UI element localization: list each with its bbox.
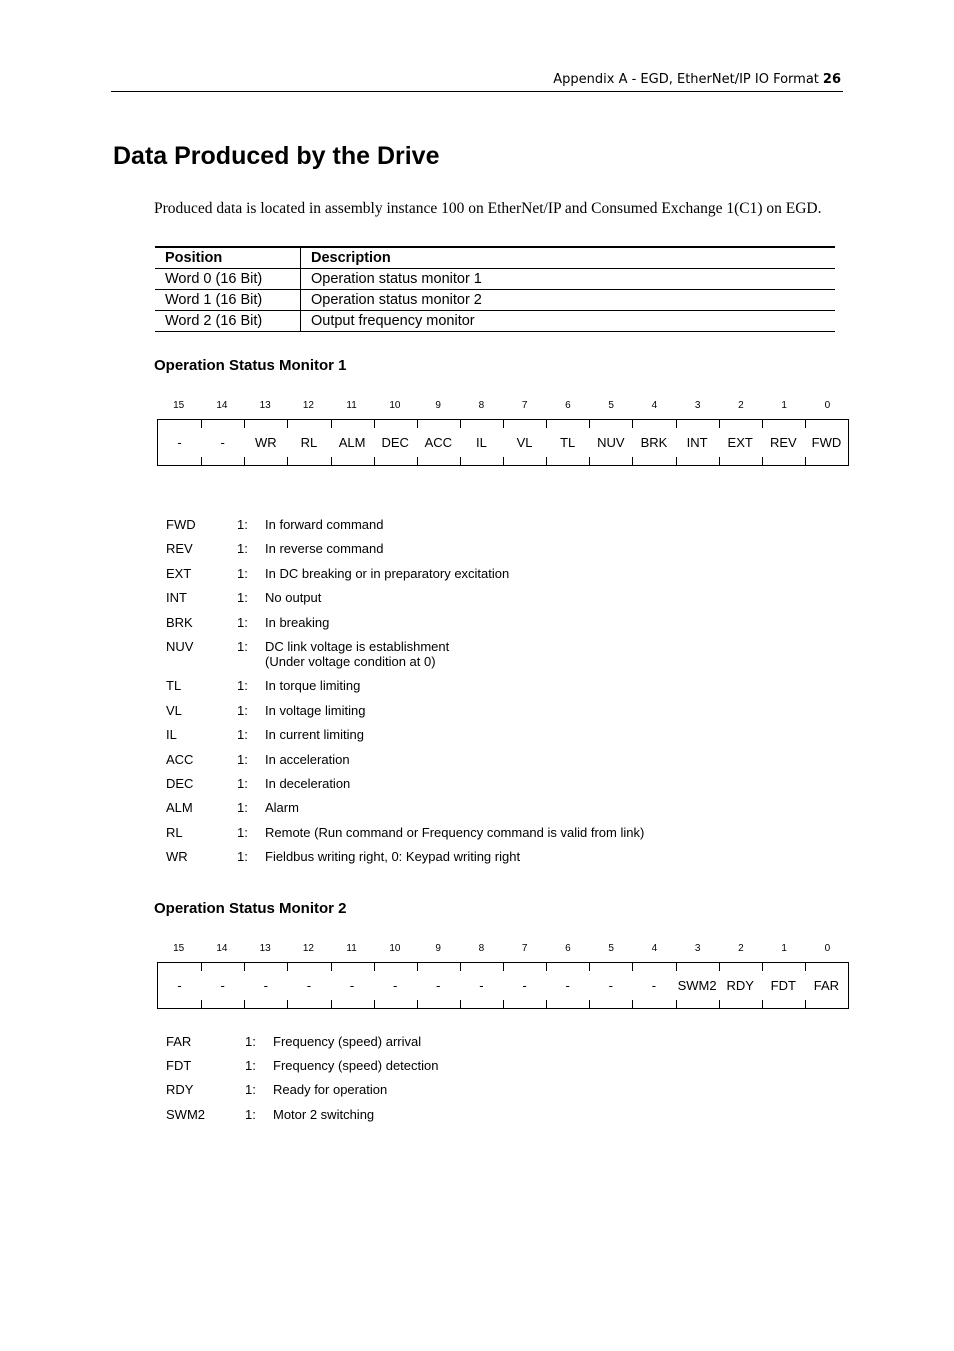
bit-number: 11	[346, 943, 357, 954]
definition-key: DEC	[166, 775, 194, 791]
definition-key: BRK	[166, 614, 193, 630]
bit-cell: -	[546, 963, 589, 1008]
bit-cell: VL	[503, 420, 546, 465]
definition-row	[166, 727, 644, 742]
definition-row	[166, 1058, 438, 1073]
position-table	[155, 246, 835, 332]
bit-number: 8	[478, 943, 485, 954]
bit-number: 3	[694, 400, 701, 411]
definition-value: 1:	[237, 517, 248, 532]
monitor2-definitions	[166, 1034, 438, 1131]
definition-description: In forward command	[265, 517, 384, 532]
definition-key: ALM	[166, 800, 193, 816]
definition-row	[166, 800, 644, 815]
definition-description: In reverse command	[265, 541, 384, 557]
definition-row	[166, 1082, 438, 1097]
page-title: Data Produced by the Drive	[113, 142, 440, 170]
table-cell: Operation status monitor 2	[301, 290, 836, 311]
bit-number: 0	[824, 943, 831, 954]
definition-value: 1:	[237, 614, 248, 630]
bit-number: 9	[435, 943, 441, 954]
bit-cell: WR	[244, 420, 287, 465]
bit-number: 8	[478, 400, 485, 411]
definition-row	[166, 752, 644, 767]
definition-key: REV	[166, 541, 193, 557]
table-header-description: Description	[301, 247, 836, 269]
table-cell: Word 0 (16 Bit)	[155, 269, 301, 290]
bit-number: 7	[521, 943, 528, 954]
bit-cell: -	[201, 963, 244, 1008]
bit-number: 2	[738, 943, 744, 954]
definition-key: VL	[166, 702, 182, 718]
bit-number: 4	[651, 943, 658, 954]
bit-cell: -	[417, 963, 460, 1008]
table-row	[155, 290, 835, 311]
bit-number: 2	[738, 400, 744, 411]
definition-row	[166, 1107, 438, 1122]
definition-value: 1:	[237, 638, 248, 654]
bit-number: 10	[389, 400, 401, 411]
definition-description: Frequency (speed) arrival	[273, 1034, 422, 1049]
definition-value: 1:	[237, 800, 248, 816]
bit-cell: FDT	[762, 963, 805, 1008]
definition-value: 1:	[245, 1082, 256, 1098]
definition-value: 1:	[245, 1058, 256, 1074]
bit-number: 1	[781, 400, 787, 411]
monitor2-bit-numbers	[157, 943, 849, 954]
definition-description: In acceleration	[265, 751, 350, 767]
definition-key: TL	[166, 678, 182, 694]
definition-description: Remote (Run command or Frequency command is valid from link)	[265, 824, 645, 840]
definition-row	[166, 1034, 438, 1049]
table-cell: Operation status monitor 1	[301, 269, 836, 290]
definition-row	[166, 566, 644, 581]
bit-cell: -	[460, 963, 503, 1008]
definition-description: Ready for operation	[273, 1082, 388, 1098]
bit-number: 7	[521, 400, 528, 411]
bit-number: 6	[565, 400, 571, 411]
monitor1-bit-numbers	[157, 400, 849, 411]
bit-number: 0	[824, 400, 831, 411]
definition-row	[166, 541, 644, 556]
bit-number: 13	[259, 400, 271, 411]
bit-cell: SWM2	[676, 963, 719, 1008]
table-cell: Word 1 (16 Bit)	[155, 290, 301, 311]
bit-number: 1	[781, 943, 787, 954]
definition-key: INT	[166, 590, 187, 606]
table-header-row	[155, 247, 835, 269]
bit-number: 4	[651, 400, 658, 411]
definition-value: 1:	[245, 1106, 256, 1122]
table-row	[155, 311, 835, 332]
bit-number: 14	[216, 400, 228, 411]
definition-row	[166, 776, 644, 791]
definition-key: FWD	[166, 517, 196, 532]
bit-cell: EXT	[719, 420, 762, 465]
definition-description: Motor 2 switching	[273, 1106, 375, 1122]
definition-description: DC link voltage is establishment (Under voltage condition at 0)	[265, 638, 450, 669]
definition-description: In breaking	[265, 614, 330, 630]
bit-number: 13	[259, 943, 271, 954]
definition-value: 1:	[237, 541, 248, 557]
bit-cell: -	[287, 963, 330, 1008]
definition-row	[166, 590, 644, 605]
definition-value: 1:	[237, 824, 248, 840]
bit-cell: RDY	[719, 963, 762, 1008]
definition-description: Frequency (speed) detection	[273, 1058, 439, 1074]
bit-cell: INT	[676, 420, 719, 465]
intro-paragraph: Produced data is located in assembly instance 100 on EtherNet/IP and Consumed Exchange 1(C1) on EGD.	[154, 200, 822, 217]
definition-value: 1:	[245, 1034, 256, 1049]
bit-cell: -	[632, 963, 675, 1008]
bit-cell: -	[244, 963, 287, 1008]
definition-row	[166, 517, 644, 532]
bit-number: 11	[346, 400, 357, 411]
definition-row	[166, 678, 644, 693]
header-rule	[111, 91, 843, 92]
bit-cell: -	[201, 420, 244, 465]
definition-description: No output	[265, 590, 322, 606]
definition-row	[166, 849, 644, 864]
definition-description: In deceleration	[265, 775, 351, 791]
definition-row	[166, 639, 644, 669]
definition-key: RDY	[166, 1082, 194, 1098]
definition-row	[166, 825, 644, 840]
monitor2-heading: Operation Status Monitor 2	[154, 900, 347, 917]
definition-value: 1:	[237, 590, 248, 606]
bit-cell: -	[374, 963, 417, 1008]
definition-row	[166, 615, 644, 630]
bit-cell: BRK	[632, 420, 675, 465]
running-header	[553, 72, 841, 87]
definition-value: 1:	[237, 678, 248, 694]
table-cell: Word 2 (16 Bit)	[155, 311, 301, 332]
definition-value: 1:	[237, 775, 248, 791]
monitor1-heading: Operation Status Monitor 1	[154, 357, 347, 374]
table-row	[155, 269, 835, 290]
definition-description: Fieldbus writing right, 0: Keypad writing right	[265, 849, 521, 865]
monitor1-bit-map	[157, 419, 849, 466]
bit-number: 14	[216, 943, 228, 954]
bit-cell: RL	[287, 420, 330, 465]
bit-cell: IL	[460, 420, 503, 465]
bit-number: 10	[389, 943, 401, 954]
bit-cell: NUV	[589, 420, 632, 465]
header-section: Appendix A - EGD, EtherNet/IP IO Format	[553, 72, 819, 87]
definition-description: In voltage limiting	[265, 702, 366, 718]
bit-number: 5	[608, 943, 614, 954]
bit-number: 12	[302, 400, 314, 411]
bit-number: 15	[173, 943, 185, 954]
bit-number: 9	[435, 400, 441, 411]
definition-key: ACC	[166, 751, 194, 767]
definition-row	[166, 703, 644, 718]
bit-cell: TL	[546, 420, 589, 465]
definition-key: EXT	[166, 565, 192, 581]
bit-cell: -	[331, 963, 374, 1008]
bit-cell: -	[177, 435, 182, 450]
definition-key: IL	[166, 727, 177, 743]
definition-key: WR	[166, 849, 188, 865]
definition-description: In DC breaking or in preparatory excitation	[265, 565, 510, 581]
definition-key: FAR	[166, 1034, 192, 1049]
bit-number: 5	[608, 400, 614, 411]
bit-cell: REV	[762, 420, 805, 465]
definition-key: SWM2	[166, 1106, 205, 1122]
definition-value: 1:	[237, 849, 248, 865]
bit-number: 6	[565, 943, 571, 954]
bit-number: 12	[302, 943, 314, 954]
definition-value: 1:	[237, 727, 248, 743]
bit-cell: FWD	[805, 420, 848, 465]
definition-description: In torque limiting	[265, 678, 361, 694]
bit-cell: -	[503, 963, 546, 1008]
monitor1-definitions	[166, 517, 644, 873]
definition-value: 1:	[237, 751, 248, 767]
definition-key: RL	[166, 824, 183, 840]
definition-description: Alarm	[265, 800, 299, 816]
bit-cell: -	[589, 963, 632, 1008]
page-number: 26	[822, 72, 841, 87]
bit-cell: FAR	[805, 963, 848, 1008]
definition-value: 1:	[237, 565, 248, 581]
bit-cell: -	[177, 978, 182, 993]
definition-value: 1:	[237, 702, 248, 718]
bit-number: 3	[694, 943, 701, 954]
bit-cell: DEC	[374, 420, 417, 465]
definition-key: NUV	[166, 638, 194, 654]
table-header-position: Position	[155, 247, 301, 269]
definition-key: FDT	[166, 1058, 192, 1074]
definition-description: In current limiting	[265, 727, 364, 743]
bit-cell: ALM	[331, 420, 374, 465]
bit-number: 15	[173, 400, 185, 411]
bit-cell: ACC	[417, 420, 460, 465]
table-cell: Output frequency monitor	[301, 311, 836, 332]
monitor2-bit-map	[157, 962, 849, 1009]
